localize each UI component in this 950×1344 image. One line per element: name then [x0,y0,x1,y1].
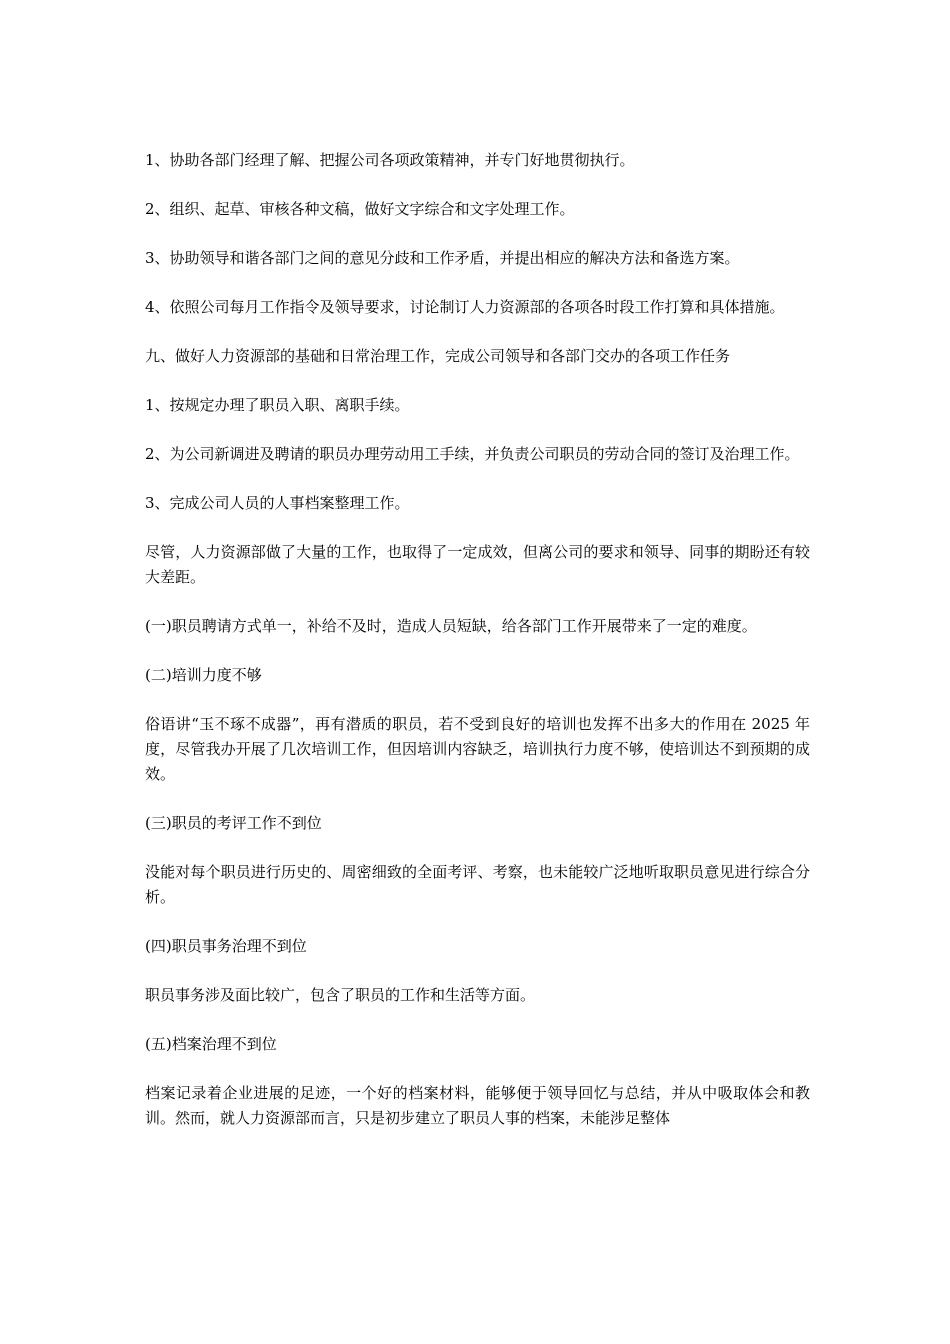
paragraph-task-3: 3、完成公司人员的人事档案整理工作。 [145,494,410,512]
issue-body-5: 档案记录着企业进展的足迹，一个好的档案材料，能够便于领导回忆与总结，并从中吸取体会和教训。然而，就人力资源部而言，只是初步建立了职员人事的档案，未能涉足整体 [145,1084,810,1127]
issue-body-4: 职员事务涉及面比较广，包含了职员的工作和生活等方面。 [145,986,536,1004]
issue-heading-3: (三)职员的考评工作不到位 [145,814,322,832]
issue-heading-1: (一)职员聘请方式单一，补给不及时，造成人员短缺，给各部门工作开展带来了一定的难度。 [145,617,757,635]
paragraph-task-1: 1、按规定办理了职员入职、离职手续。 [145,396,410,414]
paragraph-duty-1: 1、协助各部门经理了解、把握公司各项政策精神，并专门好地贯彻执行。 [145,151,635,169]
paragraph-duty-3: 3、协助领导和谐各部门之间的意见分歧和工作矛盾，并提出相应的解决方法和备选方案。 [145,249,740,267]
issue-heading-2: (二)培训力度不够 [145,666,262,684]
paragraph-duty-2: 2、组织、起草、审核各种文稿，做好文字综合和文字处理工作。 [145,200,575,218]
section-heading-nine: 九、做好人力资源部的基础和日常治理工作，完成公司领导和各部门交办的各项工作任务 [145,347,731,365]
issue-heading-5: (五)档案治理不到位 [145,1035,277,1053]
paragraph-summary: 尽管，人力资源部做了大量的工作，也取得了一定成效，但离公司的要求和领导、同事的期盼还有较大差距。 [145,543,810,586]
issue-body-3: 没能对每个职员进行历史的、周密细致的全面考评、考察，也未能较广泛地听取职员意见进行综合分析。 [145,863,810,906]
paragraph-duty-4: 4、依照公司每月工作指令及领导要求，讨论制订人力资源部的各项各时段工作打算和具体措施。 [145,298,785,316]
paragraph-task-2: 2、为公司新调进及聘请的职员办理劳动用工手续，并负责公司职员的劳动合同的签订及治理工作。 [145,445,800,463]
issue-body-2: 俗语讲“玉不琢不成器”，再有潜质的职员，若不受到良好的培训也发挥不出多大的作用在 2025 年度，尽管我办开展了几次培训工作，但因培训内容缺乏，培训执行力度不够，使培训达不到预期的成效。 [145,715,810,783]
document-page [145,148,810,1155]
issue-heading-4: (四)职员事务治理不到位 [145,937,307,955]
